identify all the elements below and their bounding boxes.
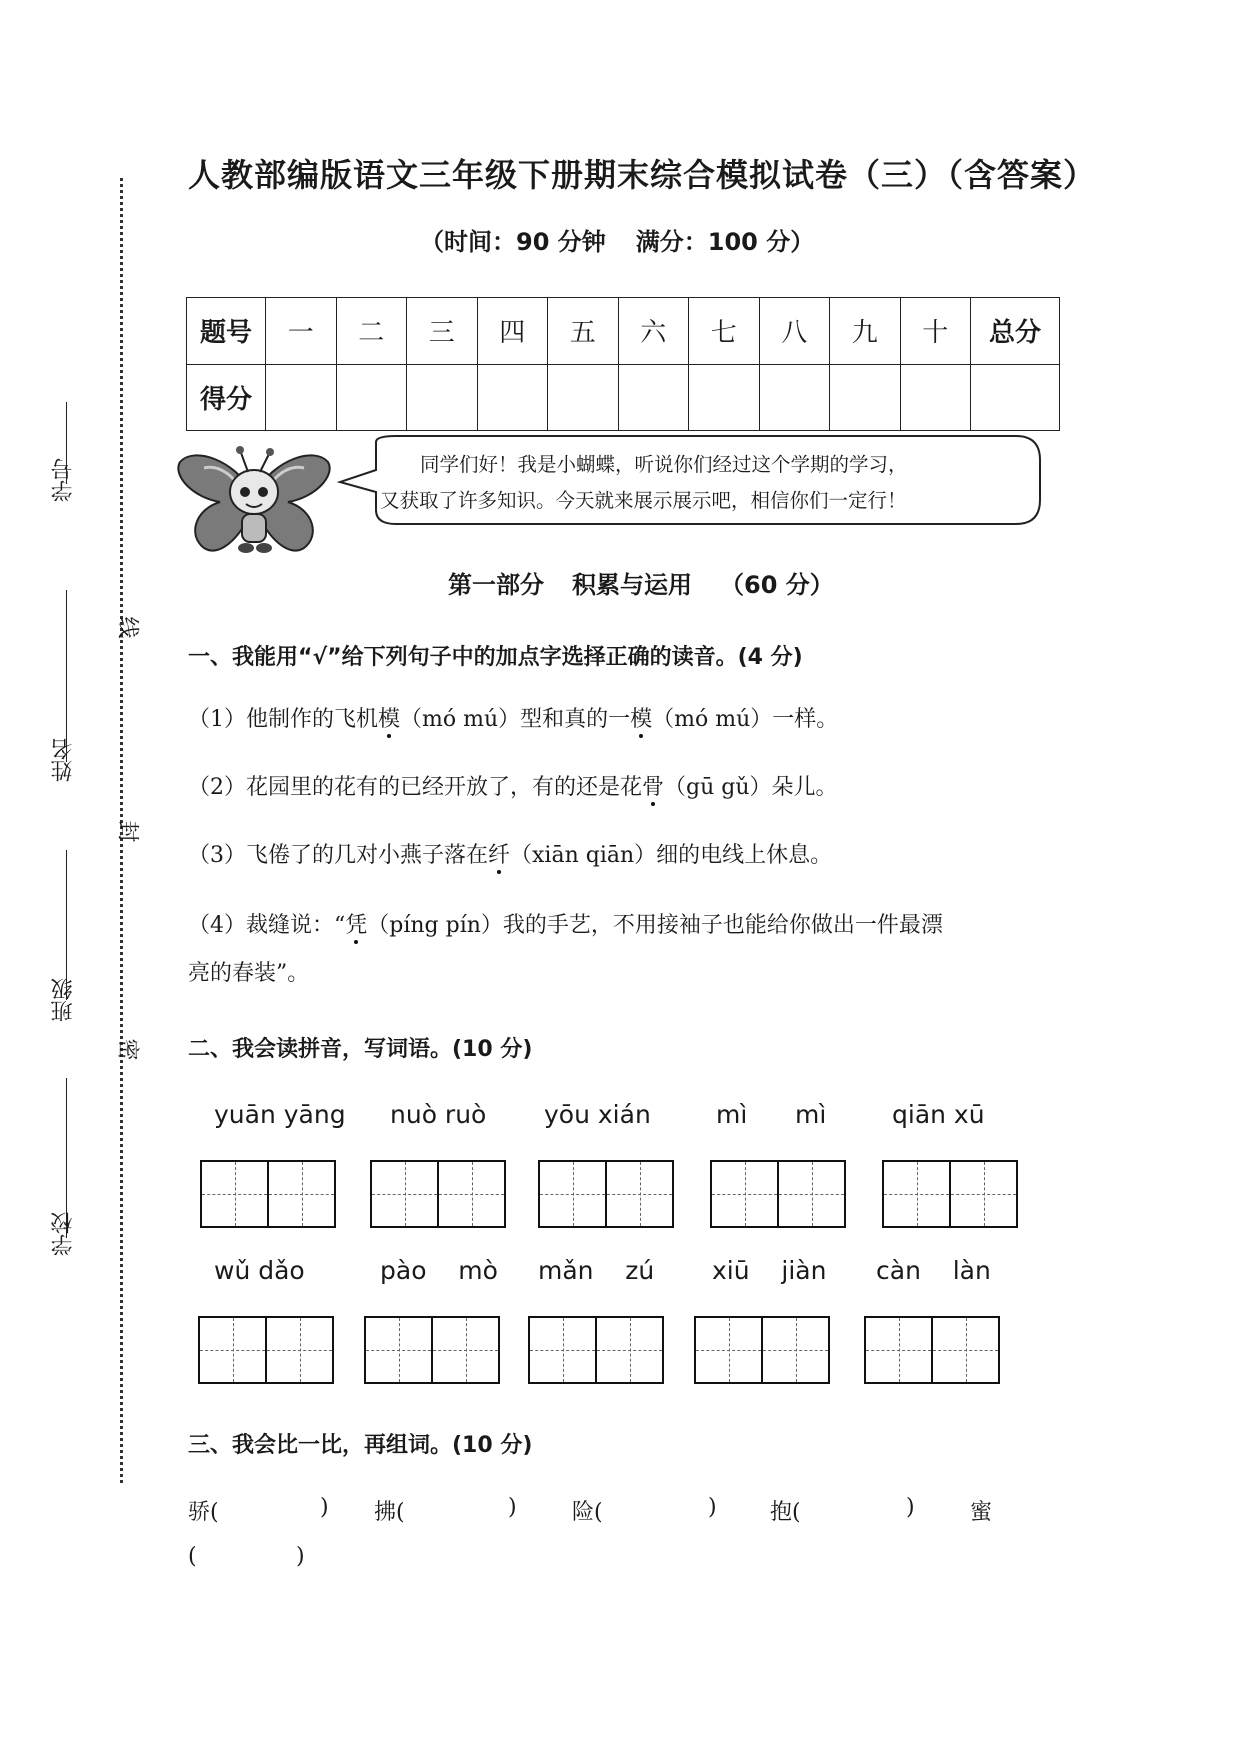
q1-heading: 一、我能用“√”给下列句子中的加点字选择正确的读音。(4 分) bbox=[188, 645, 803, 670]
margin-label-name: 姓名 bbox=[51, 738, 76, 782]
mascot-line-2: 又获取了许多知识。今天就来展示展示吧，相信你们一定行！ bbox=[380, 489, 907, 512]
mascot-message bbox=[380, 447, 1040, 519]
col-10: 十 bbox=[900, 298, 971, 365]
q2-heading: 二、我会读拼音，写词语。(10 分) bbox=[188, 1037, 533, 1062]
writing-grid[interactable] bbox=[710, 1160, 846, 1228]
writing-grid[interactable] bbox=[538, 1160, 674, 1228]
text: 亮的春装”。 bbox=[188, 961, 310, 986]
margin-label-school: 学校 bbox=[51, 1212, 76, 1256]
writing-grid[interactable] bbox=[528, 1316, 664, 1384]
compare-bracket-close[interactable]: ) bbox=[508, 1495, 517, 1520]
writing-grid[interactable] bbox=[364, 1316, 500, 1384]
writing-grid[interactable] bbox=[200, 1160, 336, 1228]
col-4: 四 bbox=[477, 298, 548, 365]
pinyin: wǔ dǎo bbox=[214, 1256, 305, 1285]
q3-heading: 三、我会比一比，再组词。(10 分) bbox=[188, 1433, 533, 1458]
compare-char: 蜜 bbox=[970, 1500, 993, 1525]
compare-bracket-close[interactable]: ) bbox=[320, 1495, 329, 1520]
butterfly-mascot-icon bbox=[174, 440, 334, 562]
text: （xiān qiān）细的电线上休息。 bbox=[510, 843, 833, 868]
class-field[interactable] bbox=[66, 850, 67, 1000]
score-table-header-row bbox=[187, 298, 1060, 365]
score-cell[interactable] bbox=[548, 364, 619, 431]
seal-char-line: 线 bbox=[114, 616, 140, 639]
student-number-field[interactable] bbox=[66, 402, 67, 484]
score-cell[interactable] bbox=[336, 364, 407, 431]
text: （2）花园里的花有的已经开放了，有的还是花 bbox=[188, 775, 642, 800]
col-9: 九 bbox=[830, 298, 901, 365]
pinyin: càn làn bbox=[876, 1256, 991, 1285]
col-3: 三 bbox=[407, 298, 478, 365]
score-table-score-row bbox=[187, 364, 1060, 431]
q1-sentence-4 bbox=[188, 902, 1058, 998]
q1-sentence-1 bbox=[188, 696, 1058, 744]
col-6: 六 bbox=[618, 298, 689, 365]
compare-char: 抱( bbox=[770, 1500, 801, 1525]
score-cell[interactable] bbox=[618, 364, 689, 431]
pinyin: yōu xián bbox=[544, 1100, 651, 1129]
score-cell[interactable] bbox=[407, 364, 478, 431]
question-number-label: 题号 bbox=[187, 298, 266, 365]
score-cell[interactable] bbox=[830, 364, 901, 431]
part-title: 积累与运用 bbox=[572, 571, 692, 599]
text: （mó mú）型和真的一 bbox=[400, 707, 631, 732]
pinyin: nuò ruò bbox=[390, 1100, 487, 1129]
seal-char-close: 密 bbox=[114, 1038, 140, 1061]
text: （gū gǔ）朵儿。 bbox=[664, 775, 838, 800]
col-5: 五 bbox=[548, 298, 619, 365]
pinyin: yuān yāng bbox=[214, 1100, 346, 1129]
margin-label-student-number: 学号 bbox=[51, 458, 76, 502]
score-cell[interactable] bbox=[266, 364, 337, 431]
writing-grid[interactable] bbox=[882, 1160, 1018, 1228]
compare-char: 拂( bbox=[374, 1500, 405, 1525]
pinyin: qiān xū bbox=[892, 1100, 985, 1129]
writing-grid[interactable] bbox=[864, 1316, 1000, 1384]
writing-grid[interactable] bbox=[370, 1160, 506, 1228]
text: （mó mú）一样。 bbox=[652, 707, 839, 732]
compare-bracket-open[interactable]: ( bbox=[188, 1544, 197, 1569]
exam-time: （时间：90 分钟 bbox=[420, 228, 606, 256]
margin-label-class: 班级 bbox=[51, 978, 76, 1022]
seal-char-seal: 封 bbox=[114, 820, 140, 843]
part-heading bbox=[448, 565, 862, 600]
page-title: 人教部编版语文三年级下册期末综合模拟试卷（三）（含答案） bbox=[188, 156, 1097, 194]
text: （píng pín）我的手艺，不用接袖子也能给你做出一件最漂 bbox=[367, 913, 943, 938]
writing-grid[interactable] bbox=[694, 1316, 830, 1384]
pinyin: mǎn zú bbox=[538, 1256, 655, 1285]
col-2: 二 bbox=[336, 298, 407, 365]
q1-sentence-3 bbox=[188, 832, 1058, 880]
dotted-char: 模 bbox=[630, 707, 653, 732]
mascot-line-1: 同学们好！我是小蝴蝶，听说你们经过这个学期的学习， bbox=[420, 453, 908, 476]
text: （4）裁缝说：“ bbox=[188, 913, 346, 938]
compare-bracket-close[interactable]: ) bbox=[906, 1495, 915, 1520]
part-points: （60 分） bbox=[720, 571, 834, 599]
text: （3）飞倦了的几对小燕子落在 bbox=[188, 843, 488, 868]
col-8: 八 bbox=[759, 298, 830, 365]
score-label: 得分 bbox=[187, 364, 266, 431]
exam-full-score: 满分：100 分） bbox=[635, 228, 815, 256]
score-cell[interactable] bbox=[971, 364, 1060, 431]
dotted-char: 模 bbox=[378, 707, 401, 732]
compare-char: 骄( bbox=[188, 1500, 219, 1525]
writing-grid[interactable] bbox=[198, 1316, 334, 1384]
q1-sentence-2 bbox=[188, 764, 1058, 812]
school-field[interactable] bbox=[66, 1078, 67, 1238]
pinyin: xiū jiàn bbox=[712, 1256, 827, 1285]
score-cell[interactable] bbox=[689, 364, 760, 431]
total-label: 总分 bbox=[971, 298, 1060, 365]
part-name: 第一部分 bbox=[448, 571, 544, 599]
dotted-char: 纤 bbox=[488, 843, 511, 868]
compare-bracket-close[interactable]: ) bbox=[708, 1495, 717, 1520]
score-cell[interactable] bbox=[900, 364, 971, 431]
pinyin: pào mò bbox=[380, 1256, 498, 1285]
pinyin: mì mì bbox=[716, 1100, 827, 1129]
score-table bbox=[186, 297, 1060, 431]
exam-info bbox=[420, 222, 844, 257]
dotted-char: 骨 bbox=[642, 775, 665, 800]
text: （1）他制作的飞机 bbox=[188, 707, 378, 732]
dotted-char: 凭 bbox=[345, 913, 368, 938]
compare-char: 险( bbox=[572, 1500, 603, 1525]
col-1: 一 bbox=[266, 298, 337, 365]
name-field[interactable] bbox=[66, 590, 67, 762]
score-cell[interactable] bbox=[759, 364, 830, 431]
score-cell[interactable] bbox=[477, 364, 548, 431]
compare-bracket-close[interactable]: ) bbox=[296, 1544, 305, 1569]
col-7: 七 bbox=[689, 298, 760, 365]
